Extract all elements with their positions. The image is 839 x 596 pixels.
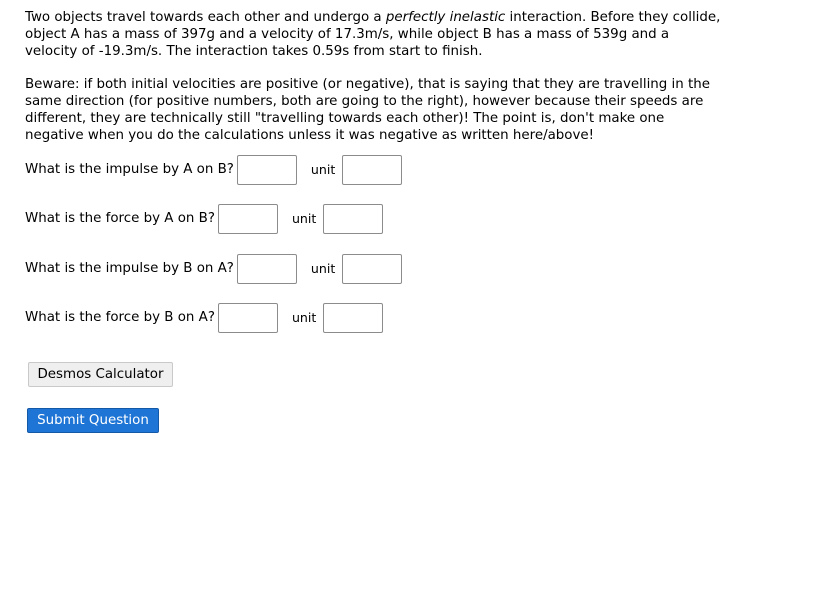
desmos-calculator-button[interactable]: Desmos Calculator (28, 362, 173, 387)
question-row-impulse-a-on-b (25, 155, 725, 185)
unit-input-force-a-on-b[interactable] (323, 204, 383, 234)
unit-label: unit (310, 261, 336, 277)
question-label: What is the force by B on A? (25, 310, 215, 326)
unit-input-force-b-on-a[interactable] (323, 303, 383, 333)
question-row-force-b-on-a (25, 303, 725, 333)
problem-intro-text: Two objects travel towards each other and undergo a (25, 10, 386, 25)
problem-statement (25, 10, 725, 60)
question-row-impulse-b-on-a (25, 254, 725, 284)
question-label: What is the force by A on B? (25, 211, 215, 227)
submit-question-button[interactable]: Submit Question (27, 408, 159, 433)
beware-note: Beware: if both initial velocities are positive (or negative), that is saying that they are travelling in the same direction (for positive numbers, both are going to the right), however because their speeds are different, they are technically still "travelling towards each other)! The point is, don't make one negative when you do the calculations unless it was negative as written here/above! (25, 77, 710, 143)
answer-input-force-b-on-a[interactable] (218, 303, 278, 333)
unit-label: unit (310, 162, 336, 178)
problem-details-text: interaction. Before they collide, object A has a mass of 397g and a velocity of 17.3m/s, while object B has a mass of 539g and a velocity of -19.3m/s. The interaction takes 0.59s from start to finish. (25, 10, 721, 59)
answer-input-force-a-on-b[interactable] (218, 204, 278, 234)
answer-input-impulse-a-on-b[interactable] (237, 155, 297, 185)
unit-label: unit (291, 310, 317, 326)
answer-input-impulse-b-on-a[interactable] (237, 254, 297, 284)
question-label: What is the impulse by B on A? (25, 261, 234, 277)
unit-input-impulse-a-on-b[interactable] (342, 155, 402, 185)
unit-label: unit (291, 211, 317, 227)
question-row-force-a-on-b (25, 204, 725, 234)
question-label: What is the impulse by A on B? (25, 162, 234, 178)
unit-input-impulse-b-on-a[interactable] (342, 254, 402, 284)
problem-emphasis-text: perfectly inelastic (385, 10, 506, 25)
question-body (25, 10, 725, 333)
